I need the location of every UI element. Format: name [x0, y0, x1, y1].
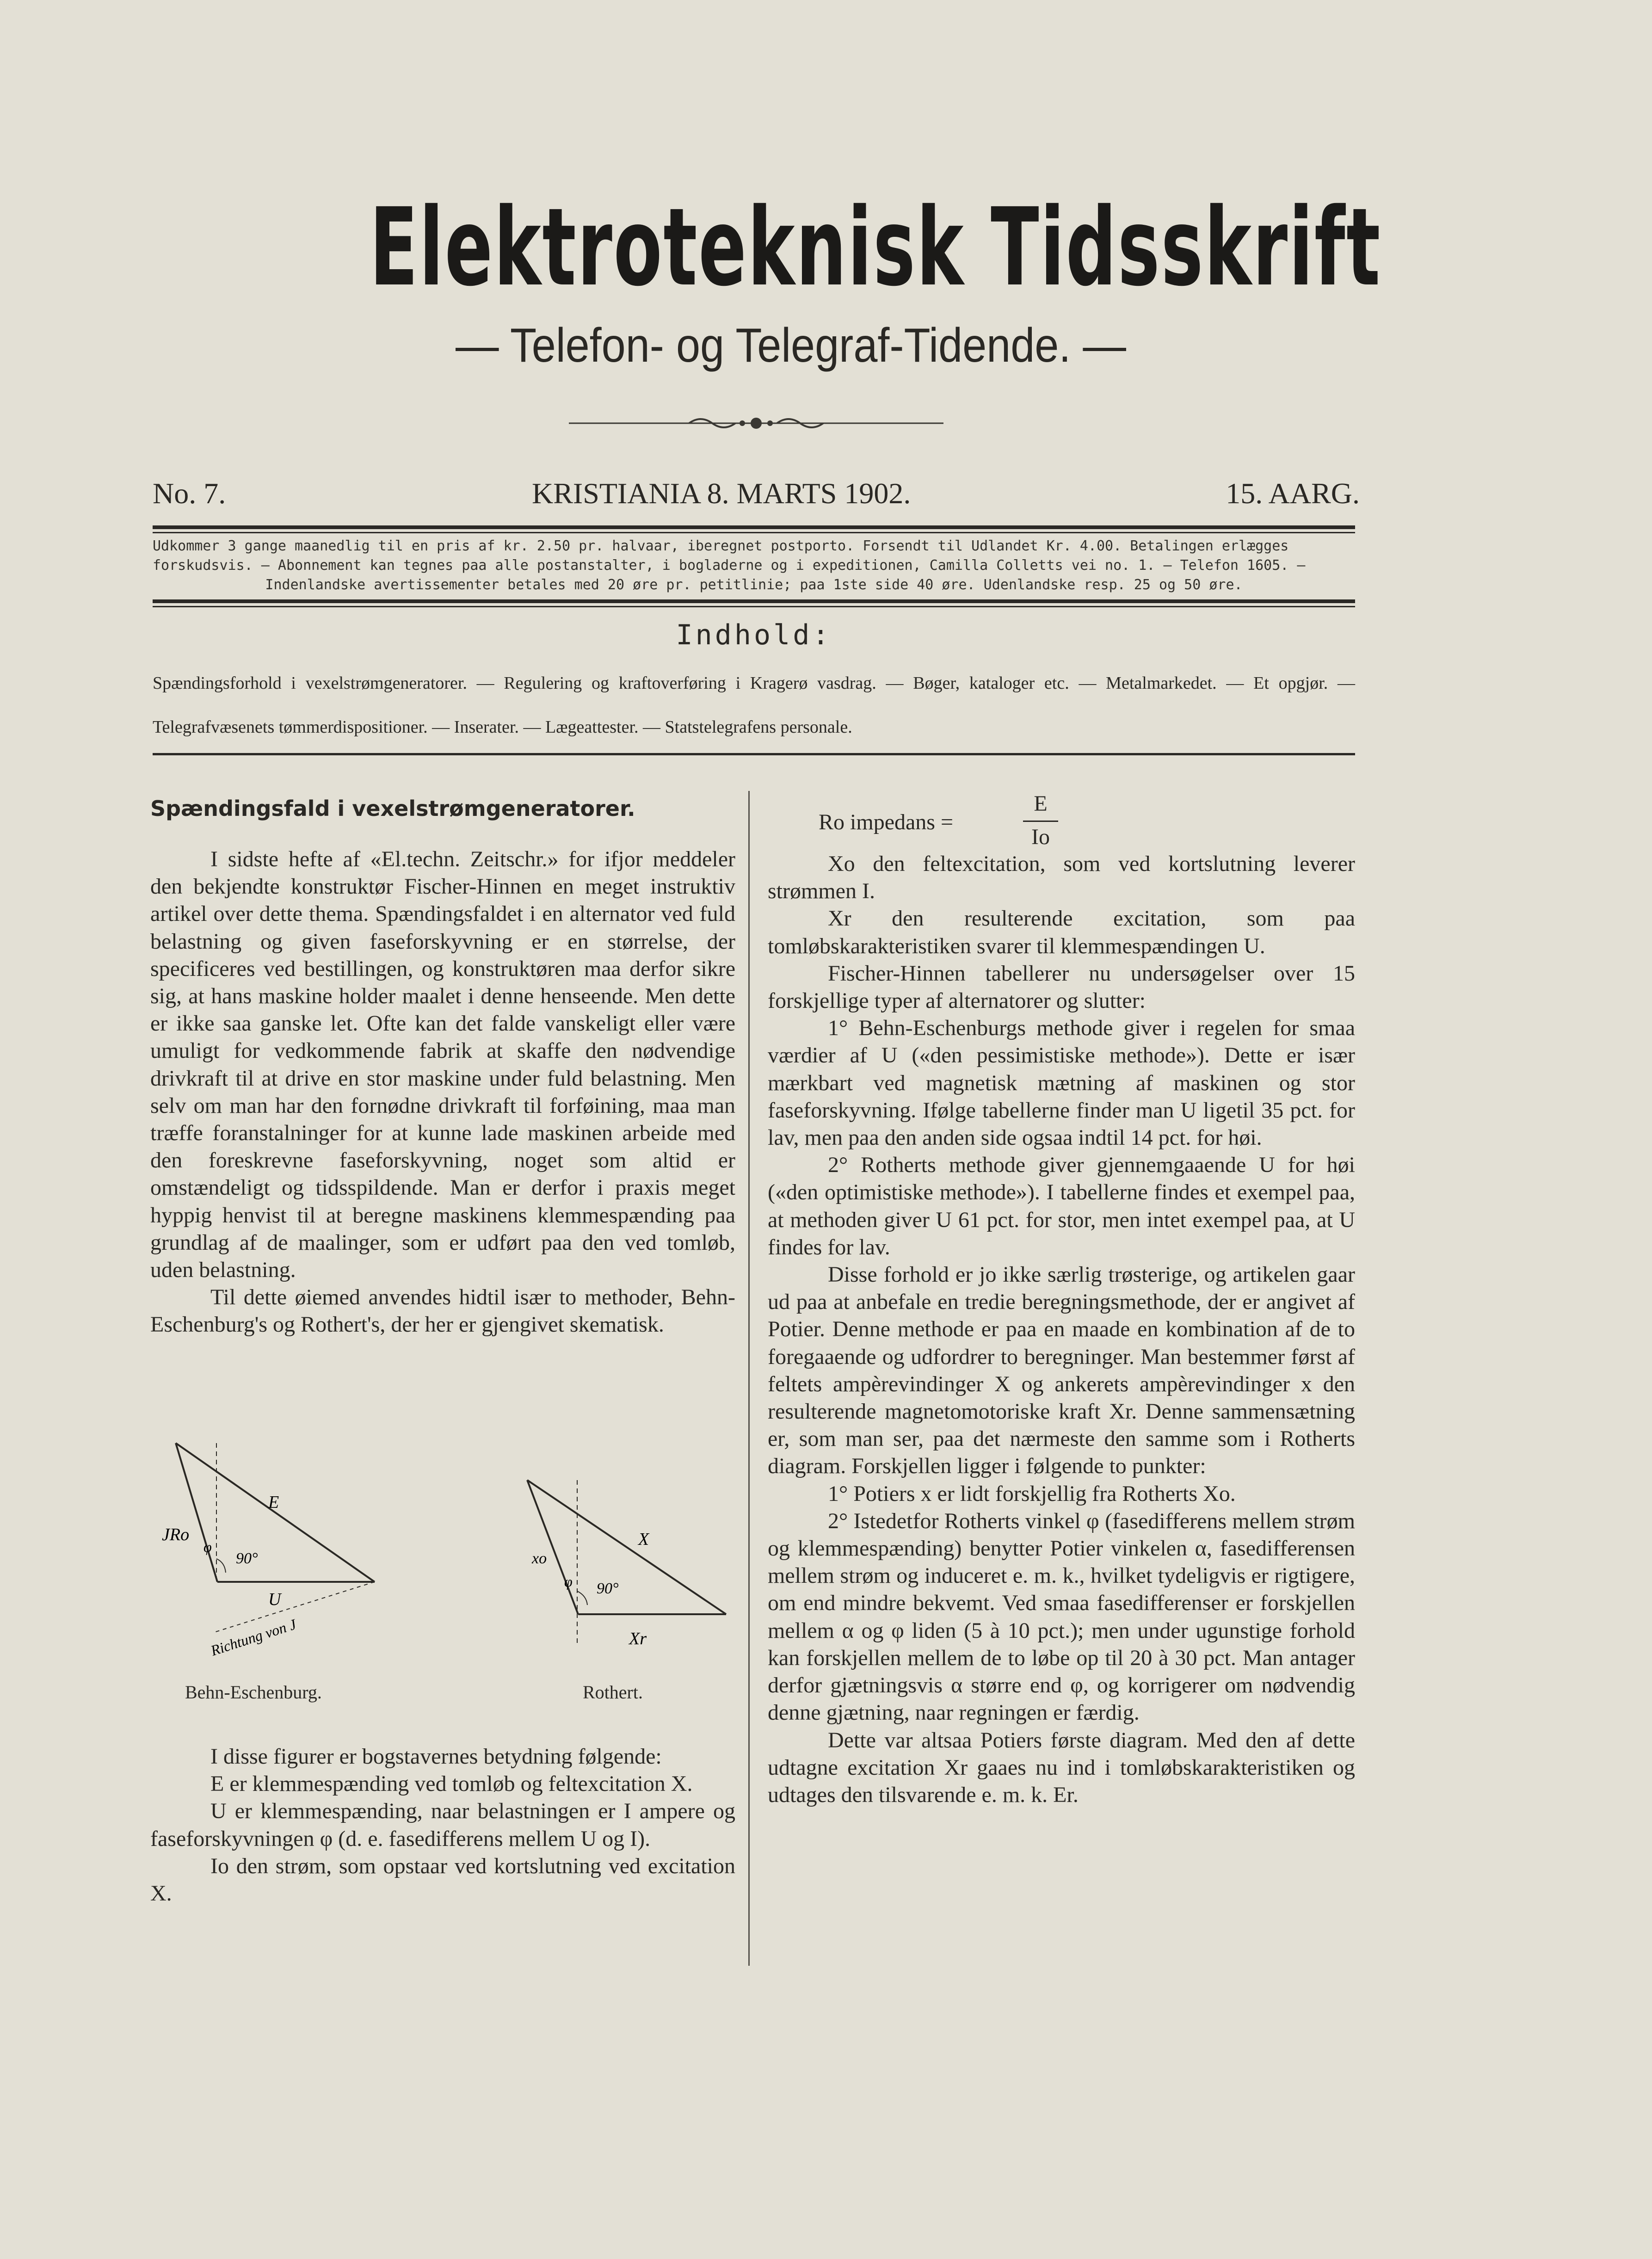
formula-denominator: Io: [1031, 825, 1050, 849]
label-phi: φ: [203, 1538, 212, 1555]
rule-below-contents: [153, 753, 1355, 755]
column-divider: [748, 791, 750, 1966]
left-column-lower: [150, 1743, 735, 1907]
rothert-diagram: [518, 1471, 740, 1674]
formula-numerator: E: [1034, 791, 1048, 816]
paragraph: 1° Potiers x er lidt forskjellig fra Rotherts Xo.: [828, 1481, 1236, 1506]
paragraph: U er klemmespænding, naar belastningen er I ampere og faseforskyvningen φ (d. e. fasedifferens mellem U og I).: [150, 1799, 735, 1851]
paragraph: Xo den feltexcitation, som ved kortslutning leverer strømmen I.: [768, 852, 1355, 904]
double-rule-mid: [153, 599, 1355, 603]
paragraph: I disse figurer er bogstavernes betydning følgende:: [210, 1744, 662, 1769]
issue-volume: 15. AARG.: [1226, 477, 1360, 510]
impedance-formula: [768, 790, 1355, 850]
label-jr: JRo: [162, 1525, 190, 1544]
label-e: E: [268, 1493, 279, 1512]
label-xo: xo: [532, 1550, 547, 1567]
paragraph: Til dette øiemed anvendes hidtil især to methoder, Behn-Eschenburg's og Rothert's, der her er gjengivet skematisk.: [150, 1285, 735, 1337]
article-heading: Spændingsfald i vexelstrømgeneratorer.: [150, 796, 635, 821]
paragraph: Dette var altsaa Potiers første diagram. Med den af dette udtagne excitation Xr gaaes nu ind i tomløbskarakteristiken og udtages den tilsvarende e. m. k. Er.: [768, 1728, 1355, 1807]
paragraph: 2° Rotherts methode giver gjennemgaaende U for høi («den optimistiske methode»). I tabellerne findes et exempel paa, at methoden giver U 61 pct. for stor, men intet exempel paa, at U findes for lav.: [768, 1153, 1355, 1259]
right-column: [768, 790, 1355, 1808]
notice-line: Udkommer 3 gange maanedlig til en pris af kr. 2.50 pr. halvaar, iberegnet postporto. Forsendt til Udlandet Kr. 4.00. Betalingen erlægges: [153, 538, 1289, 554]
masthead: [153, 185, 1429, 373]
label-90-rothert: 90°: [597, 1580, 619, 1597]
label-x: X: [638, 1530, 649, 1549]
journal-title: Elektroteknisk Tidsskrift: [370, 185, 1381, 310]
label-xr: Xr: [629, 1629, 647, 1648]
paragraph: Fischer-Hinnen tabellerer nu undersøgelser over 15 forskjellige typer af alternatorer og slutter:: [768, 961, 1355, 1013]
journal-subtitle: — Telefon- og Telegraf-Tidende. —: [456, 319, 1126, 372]
fraction-bar: [1023, 821, 1058, 822]
contents-list: Spændingsforhold i vexelstrømgeneratorer. — Regulering og kraftoverføring i Kragerø vasdrag. — Bøger, kataloger etc. — Metalmarkedet. — Et opgjør. — Telegrafvæsenets tømmerdispositioner. — Inserater. — Lægeattester. — Statstelegrafens personale.: [153, 673, 1355, 737]
double-rule-top: [153, 525, 1355, 529]
paragraph: I sidste hefte af «El.techn. Zeitschr.» for ifjor meddeler den bekjendte konstruktør Fischer-Hinnen en meget instruktiv artikel over dette thema. Spændingsfaldet i en alternator ved fuld belastning og given faseforskyvning er en størrelse, der specificeres ved bestillingen, og konstruktøren maa derfor sikre sig, at hans maskine holder maalet i denne henseende. Men dette er ikke saa ganske let. Ofte kan det falde vanskeligt eller være umuligt for vedkommende fabrik at skaffe den nødvendige drivkraft til at drive en stor maskine under fuld belastning. Men selv om man har den fornødne drivkraft til forføining, maa man træffe foranstalninger for at kunne lade maskinen arbeide med den foreskrevne faseforskyvning, noget som altid er omstændeligt og tidsspildende. Man er derfor i praxis meget hyppig henvist til at beregne maskinens klemmespænding paa grundlag af de maalinger, som er udført paa den ved tomløb, uden belastning.: [150, 847, 735, 1283]
ornament-divider: [569, 414, 943, 432]
formula-lhs: Ro impedans =: [819, 810, 954, 834]
paragraph: E er klemmespænding ved tomløb og feltexcitation X.: [210, 1771, 693, 1796]
label-phi-rothert: φ: [564, 1573, 573, 1590]
behn-eschenburg-diagram: [162, 1434, 416, 1684]
notice-line: forskudsvis. — Abonnement kan tegnes paa alle postanstalter, i bogladerne og i expeditionen, Camilla Colletts vei no. 1. — Telefon 1605. —: [153, 557, 1306, 574]
issue-place-date: KRISTIANIA 8. MARTS 1902.: [532, 477, 911, 510]
left-column: [150, 795, 735, 1339]
issue-number: No. 7.: [153, 477, 226, 510]
label-90: 90°: [236, 1550, 258, 1567]
subscription-notice: [153, 537, 1355, 595]
label-u: U: [268, 1590, 281, 1609]
notice-line: Indenlandske avertissementer betales med 20 øre pr. petitlinie; paa 1ste side 40 øre. Udenlandske resp. 25 og 50 øre.: [265, 577, 1243, 593]
thin-rule-mid: [153, 606, 1355, 607]
paragraph: 2° Istedetfor Rotherts vinkel φ (fasedifferens mellem strøm og klemmespænding) benytter Potier vinkelen α, fasedifferensen mellem strøm og induceret e. m. k., hvilket tydeligvis er rigtigere, om end mindre bekvemt. Ved smaa fasedifferenser er forskjellen mellem α og φ liden (5 à 10 pct.); men under ugunstige forhold kan forskjellen mellem de to løbe op til 20 à 30 pct. Man antager derfor gjætningsvis α større end φ, og korrigerer om nødvendig denne gjætning, naar regningen er færdig.: [768, 1508, 1355, 1725]
caption-behn-eschenburg: Behn-Eschenburg.: [185, 1682, 322, 1703]
thin-rule-top: [153, 532, 1355, 533]
paragraph: Io den strøm, som opstaar ved kortslutning ved excitation X.: [150, 1853, 735, 1906]
paragraph: Disse forhold er jo ikke særlig trøsterige, og artikelen gaar ud paa at anbefale en tredie beregningsmethode, der er angivet af Potier. Denne methode er paa en maade en kombination af de to foregaaende og udfordrer to beregninger. Man bestemmer først af feltets ampèrevindinger X og ankerets ampèrevindinger x den resulterende magnetomotoriske kraft Xr. Denne sammensætning er, som man ser, paa det nærmeste den samme som i Rotherts diagram. Forskjellen ligger i følgende to punkter:: [768, 1262, 1355, 1479]
contents-heading: Indhold:: [676, 619, 832, 651]
label-direction: Richtung von J: [209, 1616, 298, 1659]
caption-rothert: Rothert.: [583, 1682, 643, 1703]
issue-row: [153, 476, 1360, 513]
paragraph: Xr den resulterende excitation, som paa tomløbskarakteristiken svarer til klemmespændingen U.: [768, 906, 1355, 958]
paragraph: 1° Behn-Eschenburgs methode giver i regelen for smaa værdier af U («den pessimistiske methode»). Dette er især mærkbart ved magnetisk mætning af maskinen og stor faseforskyvning. Ifølge tabellerne finder man U ligetil 35 pct. for lav, men paa den anden side ogsaa indtil 14 pct. for høi.: [768, 1016, 1355, 1150]
